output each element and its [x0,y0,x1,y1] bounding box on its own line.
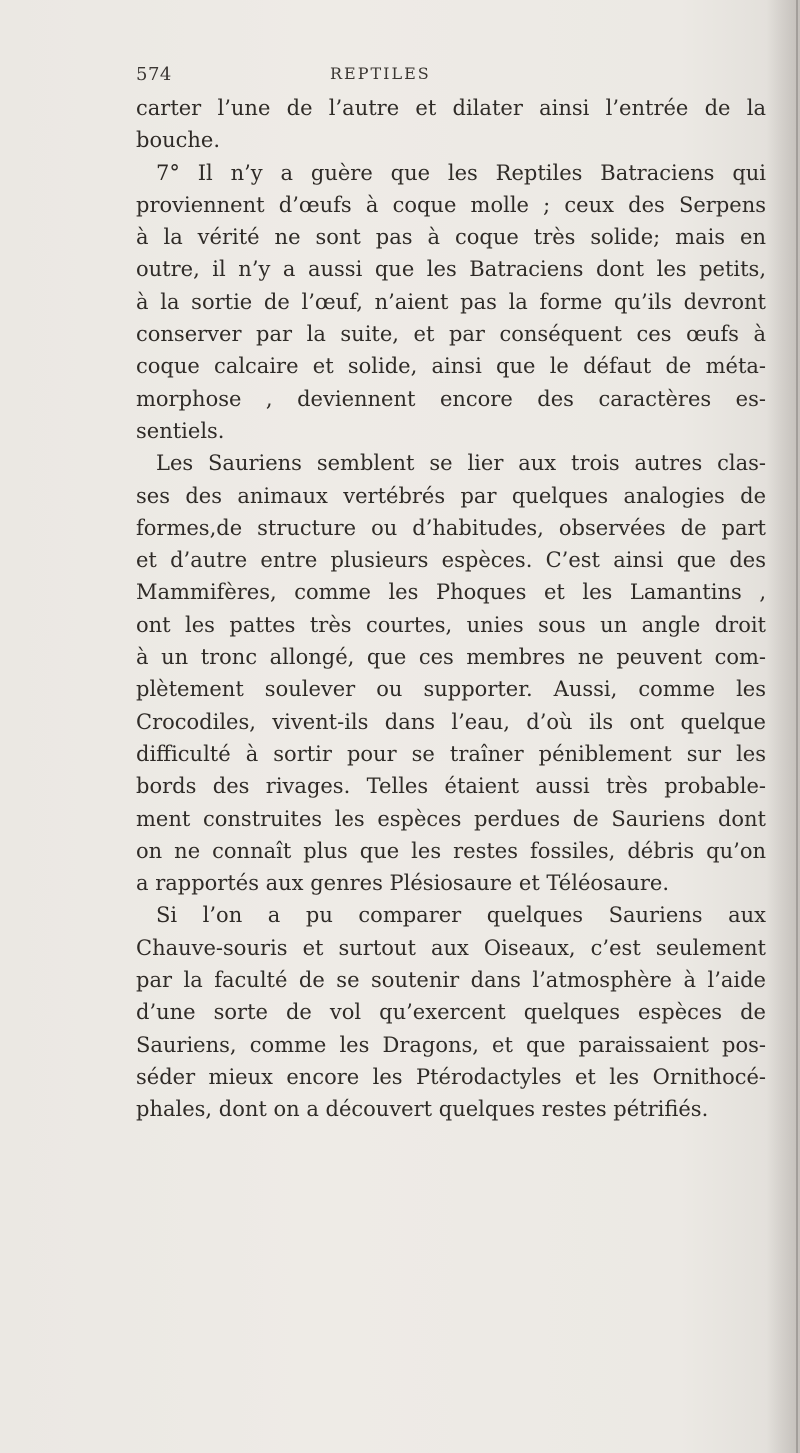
text-line: conserver par la suite, et par conséquent ces œufs à [136,322,766,347]
text-line: par la faculté de se soutenir dans l’atmosphère à l’aide [136,968,766,993]
body-text [136,92,766,1126]
text-line: carter l’une de l’autre et dilater ainsi l’entrée de la [136,96,766,120]
text-line: Chauve-souris et surtout aux Oiseaux, c’est seulement [136,935,766,960]
text-line: séder mieux encore les Ptérodactyles et les Ornithocé- [136,1064,766,1089]
text-line: Crocodiles, vivent-ils dans l’eau, d’où ils ont quelque [136,709,766,734]
text-line: coque calcaire et solide, ainsi que le défaut de méta- [136,354,766,379]
text-line: Les Sauriens semblent se lier aux trois autres clas- [156,451,766,476]
text-line: à un tronc allongé, que ces membres ne peuvent com- [136,645,766,670]
text-line: 7° Il n’y a guère que les Reptiles Batraciens qui [156,160,766,185]
page-edge-shadow [766,0,800,1453]
text-line: Si l’on a pu comparer quelques Sauriens aux [156,903,766,928]
text-line: formes,de structure ou d’habitudes, observées de part [136,515,766,540]
text-line: on ne connaît plus que les restes fossiles, débris qu’on [136,838,766,863]
text-line: morphose , deviennent encore des caractères es- [136,386,766,411]
text-line: sentiels. [136,418,225,443]
text-line: ment construites les espèces perdues de Sauriens dont [136,806,766,831]
page-number: 574 [136,64,172,85]
text-line: outre, il n’y a aussi que les Batraciens dont les petits, [136,257,766,282]
page-edge-line [796,0,798,1453]
text-line: et d’autre entre plusieurs espèces. C’est ainsi que des [136,548,766,573]
text-line: d’une sorte de vol qu’exercent quelques espèces de [136,1000,766,1025]
text-line: ses des animaux vertébrés par quelques analogies de [136,483,766,508]
text-line: bords des rivages. Telles étaient aussi très probable- [136,774,766,799]
text-line: Mammifères, comme les Phoques et les Lamantins , [136,580,766,605]
text-line: plètement soulever ou supporter. Aussi, comme les [136,677,766,702]
text-line: à la sortie de l’œuf, n’aient pas la forme qu’ils devront [136,289,766,314]
text-line: proviennent d’œufs à coque molle ; ceux des Serpens [136,192,766,217]
text-line: bouche. [136,128,220,153]
text-line: phales, dont on a découvert quelques restes pétrifiés. [136,1097,709,1122]
text-line: Sauriens, comme les Dragons, et que paraissaient pos- [136,1032,766,1057]
running-head: REPTILES [330,64,431,83]
text-line: à la vérité ne sont pas à coque très solide; mais en [136,225,766,250]
text-line: difficulté à sortir pour se traîner péniblement sur les [136,741,766,766]
text-line: ont les pattes très courtes, unies sous un angle droit [136,612,766,637]
text-line: a rapportés aux genres Plésiosaure et Téléosaure. [136,871,669,896]
page-header [136,64,756,88]
